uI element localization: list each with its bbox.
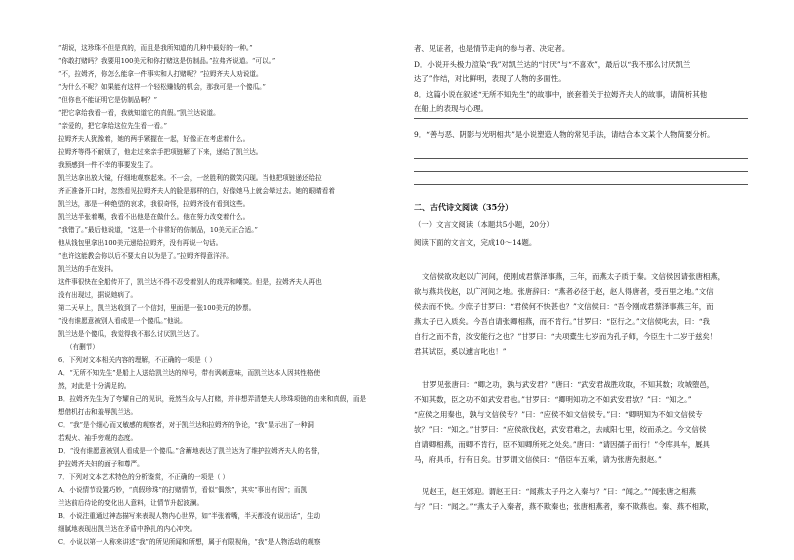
- right-text-line: 在船上的表现与心理。: [414, 104, 488, 113]
- left-text-line: A．小说情节设置巧妙，“真假珍珠”的打赌情节，看似“偶然”，其实“事出有因”；而凯: [58, 486, 308, 494]
- left-text-line: 他从钱包里拿出100美元递给拉姆齐，没有再说一句话。: [58, 239, 223, 247]
- left-text-line: B．拉姆齐先生为了夸耀自己的见识，竟然当众与人打赌，并非想弄清楚夫人珍珠项链的由来和真假，而是: [58, 395, 367, 403]
- right-text-line: 文信侯欲攻赵以广河间，使刚成君蔡泽事燕，三年，而燕太子质于秦。文信侯因请张唐相燕，: [422, 272, 726, 281]
- left-text-line: 7．下列对文本艺术特色的分析鉴赏，不正确的一项是（ ）: [58, 473, 230, 481]
- right-text-line: 甘罗见张唐曰：“卿之功，孰与武安君？”唐曰：“武安君战胜攻取，不知其数；攻城堕邑，: [422, 380, 715, 389]
- left-text-line: 兰达前后待论的变化出人意料，让情节升起波澜。: [58, 499, 204, 507]
- left-text-line: “不，拉姆齐，你怎么能拿一件事实和人打赌呢？”拉姆齐夫人劝说道。: [58, 70, 263, 78]
- left-text-line: 齐正准备开口时，忽然看见拉姆齐夫人的脸是那样的白，好像她马上就会晕过去。她的眼睛看着: [58, 187, 335, 195]
- right-text-line: 9．“善与恶、阴影与光明相共”是小说塑造人物的常见手法，请结合本文某个人物简要分析。: [414, 130, 715, 139]
- left-text-line: 凯兰达半张着嘴，我看不出他是在做什么。他在努力改变着什么。: [58, 213, 250, 221]
- left-text-line: 拉姆齐等得不耐烦了，他走过来亲手把项链解了下来，递给了凯兰达。: [58, 148, 263, 156]
- right-text-line: 见赵王，赵王郊迎。谓赵王曰：“闻燕太子丹之入秦与？”曰：“闻之。”“闻张唐之相燕: [422, 487, 696, 496]
- right-text-line: 侯去而不快。少庶子甘罗曰：“君侯何不快甚也？”文信侯曰：“吾令刚成君蔡泽事燕三年，而: [414, 302, 714, 311]
- left-text-line: C．小说以第一人称来讲述“我”的所见所闻和所想，属于有限视角，“我”是人物活动的观察: [58, 538, 321, 546]
- left-text-line: 想借机打击和羞辱凯兰达。: [58, 408, 138, 416]
- left-text-line: “没有谁愿意被别人看成是一个傻瓜。”他说。: [58, 317, 187, 325]
- left-text-line: “也许这能教会你以后不要太自以为是了。”拉姆齐得意洋洋。: [58, 252, 233, 260]
- left-text-line: “亲爱的，把它拿给这位先生看一看。”: [58, 122, 167, 130]
- answer-line: [414, 118, 748, 119]
- left-text-line: 没有出现过，据说她病了。: [58, 291, 138, 299]
- left-text-line: 凯兰达是个傻瓜，我觉得我不那么讨厌凯兰达了。: [58, 330, 204, 338]
- section-heading: 二、古代诗文阅读（35分）: [414, 202, 514, 212]
- left-text-line: 凯兰达拿出放大镜，仔细地观察起来。不一会，一丝胜利的微笑闪现。当他把项链递还给拉: [58, 174, 322, 182]
- right-text-line: 欲与燕共伐赵，以广河间之地。张唐辞曰：“燕者必径于赵，赵人得唐者，受百里之地。”文信: [414, 287, 714, 296]
- answer-line: [414, 158, 748, 159]
- left-text-line: C．“我”是个细心而又敏感的观察者，对于凯兰达和拉姆齐的争论，“我”显示出了一种洞: [58, 421, 314, 429]
- left-text-line: （有删节）: [66, 343, 99, 351]
- left-text-line: B．小说注重通过神态描写来表现人物内心世界，如“半张着嘴，半天都没有说出话”，生动: [58, 512, 321, 520]
- right-text-line: 达了”作结，对比鲜明，表现了人物的多面性。: [414, 74, 566, 83]
- answer-line: [414, 184, 748, 185]
- right-text-line: 自请卿相燕，而卿不肯行，臣不知卿所死之处矣。”唐曰：“请因孺子而行！”令库具车，厩具: [414, 440, 710, 449]
- left-text-line: D．“没有谁愿意被别人看成是一个傻瓜。”含蓄地表达了凯兰达为了维护拉姆齐夫人的名誉，: [58, 447, 324, 455]
- left-text-line: 第二天早上，凯兰达收到了一个信封，里面是一张100美元的钞票。: [58, 304, 256, 312]
- left-text-line: “胡说，这珍珠不但是真的，而且是我所知道的几种中最好的一种。”: [58, 44, 253, 52]
- left-text-line: A．“无所不知先生”是船上人送给凯兰达的绰号，带有讽刺意味，而凯兰达本人因其性格使: [58, 369, 321, 377]
- right-text-line: 欤？”曰：“知之。”甘罗曰：“应侯欲伐赵，武安君难之，去咸阳七里，绞而杀之。今文信侯: [414, 425, 707, 434]
- right-text-line: 自行之而不肯，汝安能行之也？”甘罗曰：“夫项橐生七岁而为孔子师，今臣生十二岁于兹矣！: [414, 332, 718, 341]
- right-text-line: 阅读下面的文言文，完成10～14题。: [414, 238, 537, 247]
- right-text-line: 与？”曰：“闻之。”“燕太子入秦者，燕不欺秦也；张唐相燕者，秦不欺燕也。秦、燕不相欺，: [414, 502, 714, 511]
- left-text-line: 护拉姆齐夫妇的面子和尊严。: [58, 460, 144, 468]
- right-text-line: 8．这篇小说在叙述“无所不知先生”的故事中，嵌套着关于拉姆齐夫人的故事，请简析其他: [414, 90, 708, 99]
- left-text-line: 我预感到一件不幸的事要发生了。: [58, 161, 157, 169]
- right-text-line: 不知其数，臣之功不如武安君也。”甘罗曰：“卿明知功之不如武安君欤？”曰：“知之。”: [414, 395, 692, 404]
- right-text-line: “应侯之用秦也，孰与文信侯专？”曰：“应侯不如文信侯专。”曰：“卿明知为不如文信侯专: [414, 410, 703, 419]
- answer-line: [414, 171, 748, 172]
- right-text-line: 燕太子已入质矣。今吾自请张卿相燕，而不肯行。”甘罗曰：“臣行之。”文信侯叱去，曰：“我: [414, 317, 710, 326]
- left-text-line: “把它拿给我看一看，我就知道它的真假。”凯兰达说道。: [58, 109, 220, 117]
- right-text-line: 君其试臣，奚以遽言叱也！”: [414, 347, 507, 356]
- left-text-line: “为什么不呢？如果能有这样一个轻松赚钱的机会，那我可是一个傻瓜。”: [58, 83, 266, 91]
- left-text-line: “我错了。”最后他说道，“这是一个非常好的仿制品，10美元正合适。”: [58, 226, 258, 234]
- left-text-line: 这件事很快在全船传开了，凯兰达不得不忍受着别人的戏弄和嘲笑。但是，拉姆齐夫人再也: [58, 278, 322, 286]
- left-text-line: 拉姆齐夫人犹豫着，她的两手紧握在一起，好像正在考虑着什么。: [58, 135, 250, 143]
- left-text-line: 凯兰达，那是一种绝望的哀求，我很奇怪，拉姆齐没有看到这些。: [58, 200, 250, 208]
- left-text-line: “但你也不能证明它是仿制品啊？”: [58, 96, 158, 104]
- left-text-line: 6．下列对文本相关内容的理解，不正确的一项是（ ）: [58, 356, 216, 364]
- left-text-line: “你敢打赌吗？我要用100美元和你打赌这是仿制品。”拉弗齐说道。“可以。”: [58, 57, 276, 65]
- left-text-line: 凯兰达的手在发抖。: [58, 265, 118, 273]
- right-text-line: （一）文言文阅读（本题共5小题，20分）: [414, 220, 554, 229]
- right-text-line: D．小说开头极力渲染“我”对凯兰达的“讨厌”与“不喜欢”，最后以“我不那么讨厌凯兰: [414, 60, 691, 69]
- left-text-line: 然，对此是十分满足的。: [58, 382, 131, 390]
- left-text-line: 若观火、袖手旁观的态度。: [58, 434, 138, 442]
- right-text-line: 马，府具币，行有日矣。甘罗谓文信侯曰：“借臣车五乘，请为张唐先报赵。”: [414, 455, 662, 464]
- left-text-line: 细腻地表现出凯兰达在矛盾中挣扎的内心冲突。: [58, 525, 197, 533]
- right-text-line: 者、见证者，也是情节走向的参与者、决定者。: [414, 44, 570, 53]
